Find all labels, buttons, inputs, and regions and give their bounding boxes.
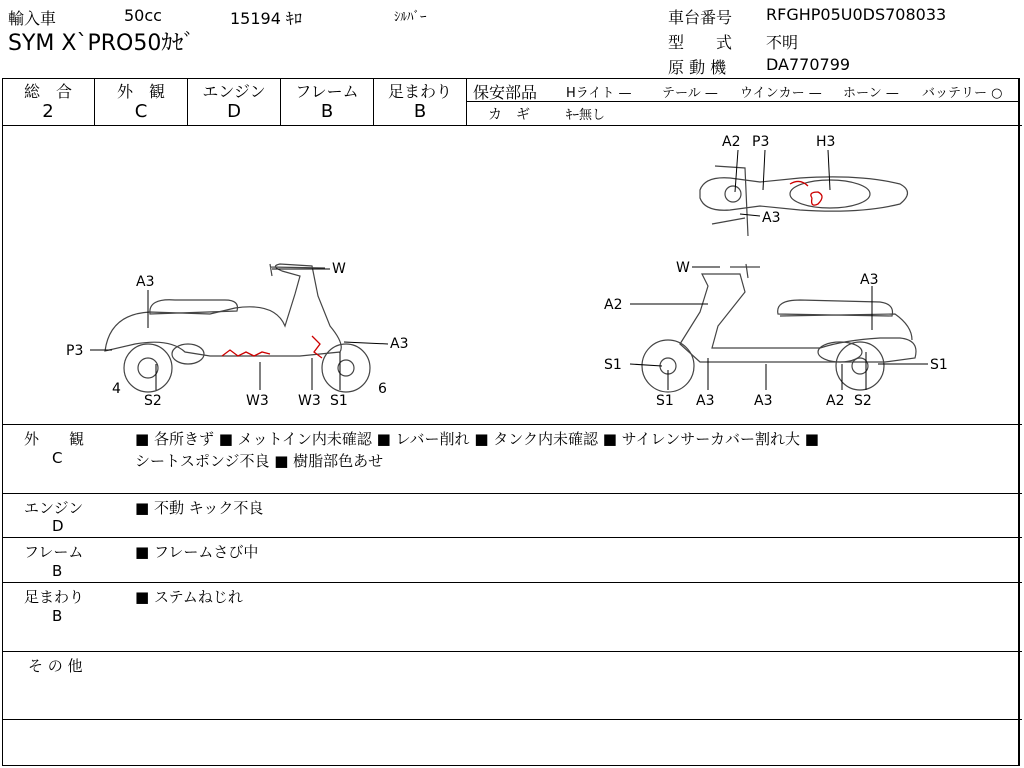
key-label: カ ギ (488, 107, 530, 123)
note-exterior-grade: C (52, 449, 63, 467)
type-value: 不明 (766, 33, 799, 52)
callout-label: W3 (298, 393, 321, 409)
safety-item-tail: テール — (662, 86, 718, 101)
left-handlebar (270, 264, 325, 276)
color: ｼﾙﾊﾞｰ (394, 10, 427, 25)
callout-label: W (676, 260, 690, 276)
divider (2, 582, 1022, 583)
note-exterior-line: シートスポンジ不良 ■ 樹脂部色あせ (135, 452, 384, 470)
top-view-body (700, 177, 908, 211)
grade-frame-label: フレーム (295, 82, 359, 101)
callout-label: W (332, 261, 346, 277)
grade-frame-value: B (320, 101, 334, 122)
safety-item-battery: バッテリー ○ (922, 86, 1003, 101)
callout-label: A3 (860, 272, 879, 288)
model-name: SYM X`PRO50ｶｾﾞ (8, 31, 195, 56)
grade-exterior-value: C (134, 101, 148, 122)
callout-label: P3 (66, 343, 84, 359)
callout-label: S2 (854, 393, 872, 409)
note-exterior-label: 外 観 (24, 430, 85, 448)
grade-suspension-label: 足まわり (387, 82, 452, 101)
safety-item-horn: ホーン — (843, 86, 899, 101)
grade-engine-value: D (227, 101, 241, 122)
divider (2, 719, 1022, 720)
note-engine-grade: D (52, 517, 64, 535)
grade-engine-label: エンジン (202, 82, 266, 101)
callout-label: S1 (930, 357, 948, 373)
callout-label: A3 (696, 393, 715, 409)
right-seat (778, 300, 893, 316)
note-suspension-grade: B (52, 607, 63, 625)
type-label: 型 式 (668, 33, 733, 52)
note-suspension-line: ■ ステムねじれ (135, 588, 243, 606)
callout-label: H3 (816, 134, 836, 150)
left-rear-wheel (124, 344, 172, 392)
callout-label: S2 (144, 393, 162, 409)
callout-label: W3 (246, 393, 269, 409)
note-engine-label: エンジン (24, 499, 84, 517)
callout-label: A2 (604, 297, 623, 313)
safety-label: 保安部品 (473, 83, 538, 102)
grade-exterior-label: 外 観 (116, 82, 165, 101)
callout-label: A3 (762, 210, 781, 226)
callout-label: A2 (722, 134, 741, 150)
top-view-headlight (725, 186, 741, 202)
grade-overall-label: 総 合 (23, 82, 72, 101)
callout-label: 6 (378, 381, 387, 397)
divider (2, 651, 1022, 652)
left-front-wheel (322, 344, 370, 392)
callout-label: S1 (656, 393, 674, 409)
note-engine-line: ■ 不動 キック不良 (135, 499, 264, 517)
callout-label: 4 (112, 381, 121, 397)
damage-mark (222, 350, 270, 356)
right-tail (780, 314, 912, 340)
displacement: 50cc (124, 6, 162, 25)
divider (466, 101, 1020, 102)
callout-label: A2 (826, 393, 845, 409)
grade-suspension-value: B (413, 101, 427, 122)
engine-label: 原 動 機 (668, 58, 727, 77)
vin-label: 車台番号 (668, 8, 733, 27)
left-rear-hub (138, 358, 158, 378)
divider (2, 424, 1022, 425)
vin-value: RFGHP05U0DS708033 (766, 5, 947, 24)
damage-mark (811, 192, 822, 205)
scooter-diagram (0, 126, 1024, 424)
mileage: 15194 ｷﾛ (230, 9, 302, 28)
callout-label: A3 (390, 336, 409, 352)
callout-label: S1 (330, 393, 348, 409)
note-exterior-line: ■ 各所きず ■ メットイン内未確認 ■ レバー削れ ■ タンク内未確認 ■ サイレンサーカバー割れ大 ■ (135, 430, 819, 448)
import-label: 輸入車 (8, 9, 57, 28)
right-handlebar (730, 264, 760, 278)
note-frame-grade: B (52, 562, 63, 580)
safety-item-winker: ウインカー — (740, 86, 822, 101)
safety-item-headlight: Hライト — (566, 86, 632, 101)
key-value: ｷｰ無し (566, 108, 606, 123)
callout-label: A3 (754, 393, 773, 409)
callout-label: A3 (136, 274, 155, 290)
callout-label: S1 (604, 357, 622, 373)
note-frame-label: フレーム (24, 543, 84, 561)
note-suspension-label: 足まわり (24, 588, 85, 606)
callout-label: P3 (752, 134, 770, 150)
engine-value: DA770799 (766, 55, 851, 74)
note-other-label: そ の 他 (28, 657, 83, 675)
grade-overall-value: 2 (42, 101, 54, 122)
right-rear-wheel (836, 342, 884, 390)
divider (466, 78, 467, 125)
note-frame-line: ■ フレームさび中 (135, 543, 259, 561)
right-body (680, 274, 916, 362)
divider (2, 493, 1022, 494)
divider (2, 537, 1022, 538)
